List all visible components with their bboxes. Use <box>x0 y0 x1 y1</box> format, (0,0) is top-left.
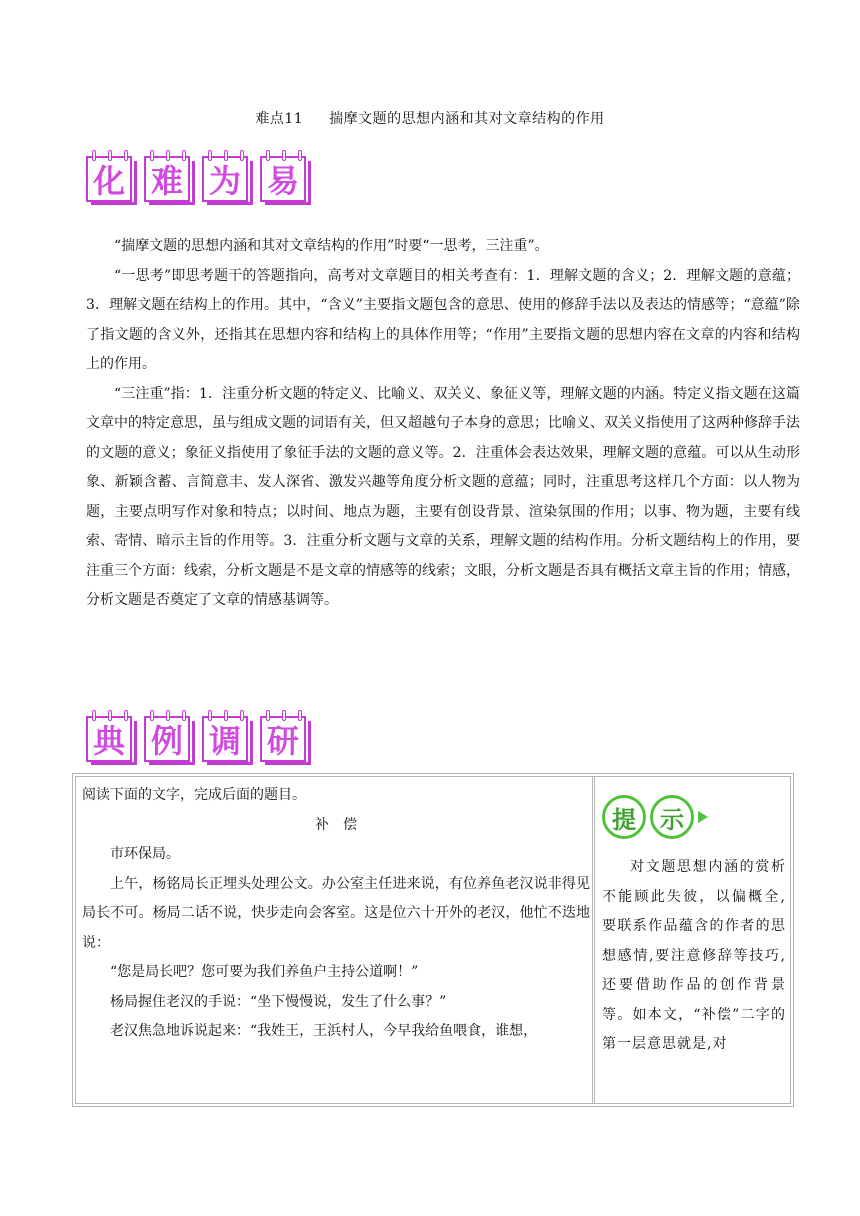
column-divider <box>592 777 595 1103</box>
banner-card <box>86 710 138 766</box>
tip-badge <box>602 797 708 837</box>
paragraph: “揣摩文题的思想内涵和其对文章结构的作用”时要“一思考，三注重”。 <box>114 238 549 254</box>
banner-char: 例 <box>150 722 183 760</box>
tip-badge-char: 示 <box>650 795 694 839</box>
tip-sidebar <box>602 777 788 1103</box>
banner-card <box>144 710 196 766</box>
banner-char: 调 <box>208 722 241 760</box>
story-title: 补 偿 <box>315 816 357 833</box>
page-title <box>0 108 860 128</box>
tip-badge-char: 提 <box>602 795 646 839</box>
title-number: 难点11 <box>255 111 304 127</box>
banner-card <box>260 150 312 206</box>
banner-card <box>260 710 312 766</box>
banner-char: 研 <box>266 722 299 760</box>
title-text: 揣摩文题的思想内涵和其对文章结构的作用 <box>329 111 605 127</box>
banner-dian-li-diao-yan <box>86 710 312 766</box>
tip-text: 对文题思想内涵的赏析不能顾此失彼，以偏概全,要联系作品蕴含的作者的思想感情,要注意修辞等技巧,还要借助作品的创作背景等。如本文，“补偿”二字的第一层意思就是,对 <box>602 859 786 1052</box>
banner-char: 化 <box>92 162 125 200</box>
banner-char: 为 <box>208 162 241 200</box>
banner-card <box>202 710 254 766</box>
reading-passage <box>82 777 590 1103</box>
banner-char: 典 <box>92 722 125 760</box>
banner-char: 易 <box>266 162 299 200</box>
story-line: 杨局握住老汉的手说：“坐下慢慢说，发生了什么事？” <box>110 993 447 1010</box>
story-line: 老汉焦急地诉说起来：“我姓王，王浜村人，今早我给鱼喂食，谁想， <box>110 1023 538 1039</box>
paragraph: “一思考”即思考题干的答题指向，高考对文章题目的相关考查有：1．理解文题的含义；2．理解文题的意蕴；3．理解文题在结构上的作用。其中，“含义”主要指文题包含的意思、使用的修辞手法以及表达的情感等；“意蕴”除了指文题的含义外，还指其在思想内容和结构上的具体作用等；“作用”主要指文题的思想内容在文章的内容和结构上的作用。 <box>86 267 800 372</box>
story-line: 上午，杨铭局长正埋头处理公文。办公室主任进来说，有位养鱼老汉说非得见局长不可。杨局二话不说，快步走向会客室。这是位六十开外的老汉，他忙不迭地说： <box>82 875 590 951</box>
banner-card <box>86 150 138 206</box>
banner-char: 难 <box>150 162 183 200</box>
story-line: “您是局长吧？您可要为我们养鱼户主持公道啊！” <box>110 964 419 980</box>
story-line: 市环保局。 <box>110 846 180 862</box>
banner-card <box>202 150 254 206</box>
banner-card <box>144 150 196 206</box>
method-explanation <box>86 232 800 616</box>
banner-hua-nan-wei-yi <box>86 150 312 206</box>
arrow-tail-icon <box>698 811 708 823</box>
example-frame <box>72 773 794 1107</box>
paragraph: “三注重”指：1．注重分析文题的特定义、比喻义、双关义、象征义等，理解文题的内涵。特定义指文题在这篇文章中的特定意思，虽与组成文题的词语有关，但又超越句子本身的意思；比喻义、双关义指使用了这两种修辞手法的文题的意义；象征义指使用了象征手法的文题的意义等。2．注重体会表达效果，理解文题的意蕴。可以从生动形象、新颖含蓄、言简意丰、发人深省、激发兴趣等角度分析文题的意蕴；同时，注重思考这样几个方面：以人物为题，主要点明写作对象和特点；以时间、地点为题，主要有创设背景、渲染氛围的作用；以事、物为题，主要有线索、寄情、暗示主旨的作用等。3．注重分析文题与文章的关系，理解文题的结构作用。分析文题结构上的作用，要注重三个方面：线索，分析文题是不是文章的情感等的线索；文眼，分析文题是否具有概括文章主旨的作用；情感，分析文题是否奠定了文章的情感基调等。 <box>86 385 800 608</box>
reading-instruction: 阅读下面的文字，完成后面的题目。 <box>82 787 306 803</box>
